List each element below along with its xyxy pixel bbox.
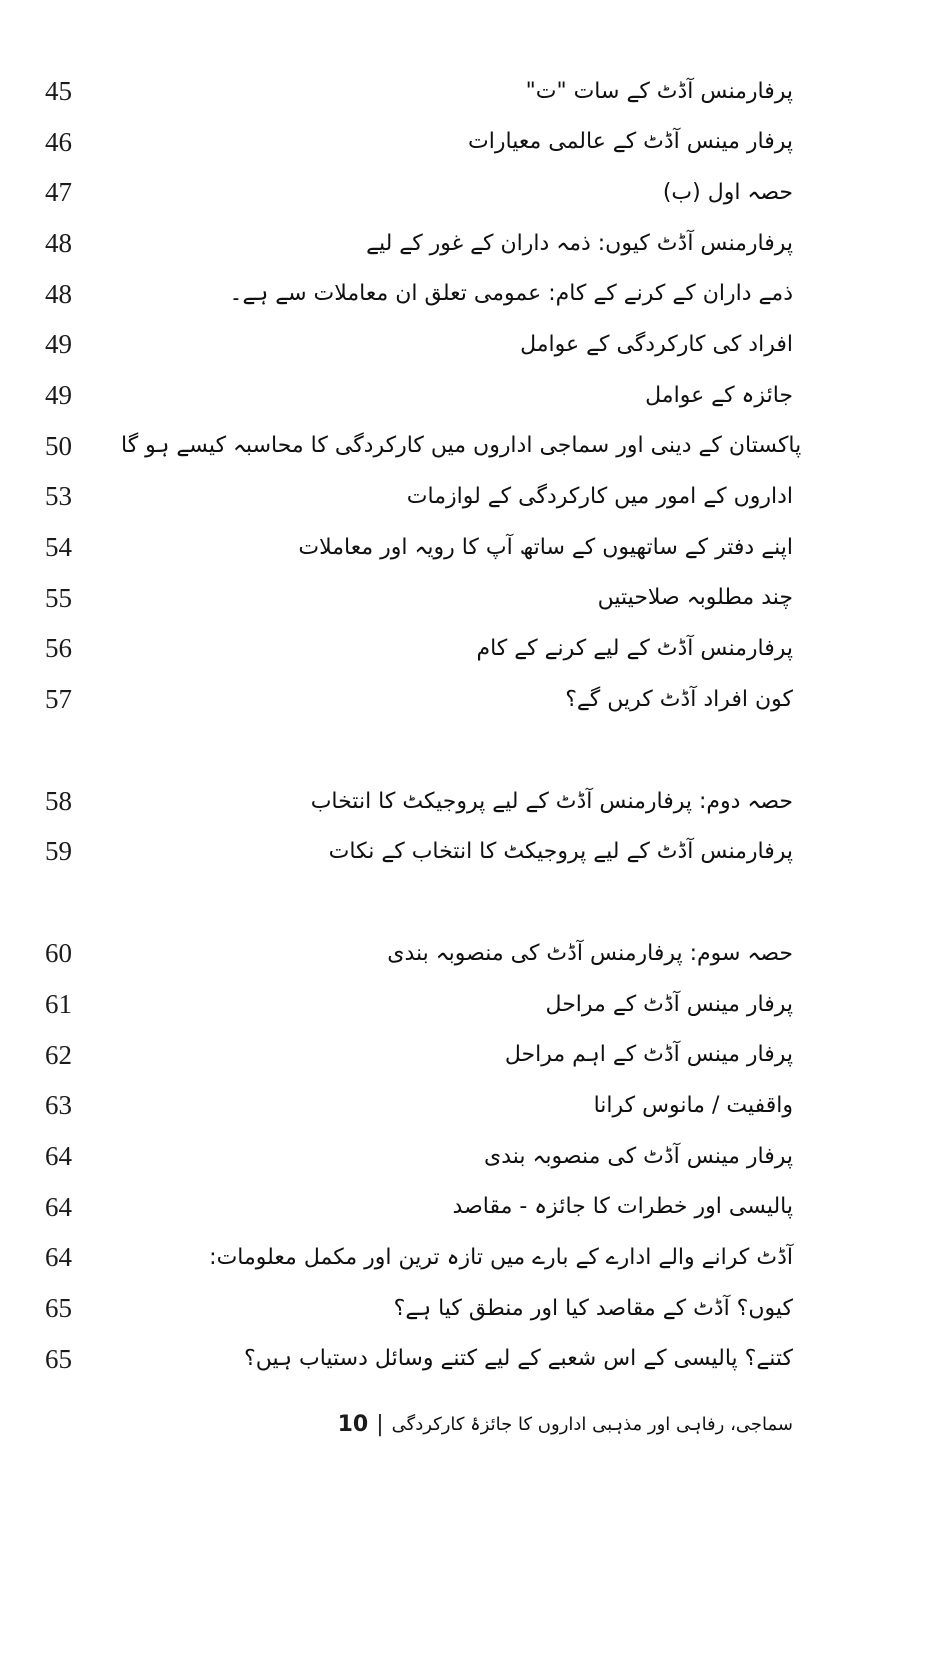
toc-entry-title: پرفارمنس آڈٹ کیوں: ذمہ داران کے غور کے لیے [366,230,793,256]
toc-page-number: 46 [45,126,72,157]
toc-row [45,979,793,1030]
toc-page-number: 59 [45,836,72,867]
toc-list [45,66,802,1385]
toc-page-number: 61 [45,988,72,1019]
toc-entry-title: پرفارمنس آڈٹ کے سات "ت" [525,78,793,104]
toc-page-number: 50 [45,430,72,461]
footer-text: سماجی، رفاہی اور مذہبی اداروں کا جائزۂ کارکردگی [391,1414,793,1435]
toc-row [45,472,793,523]
footer-separator: | [376,1412,384,1437]
toc-row [45,167,793,218]
toc-row [45,218,793,269]
toc-row [45,1030,793,1081]
toc-entry-title: پرفار مینس آڈٹ کے عالمی معیارات [468,129,793,155]
toc-page-number: 45 [45,75,72,106]
toc-row [45,1080,793,1131]
toc-row [45,269,793,320]
footer-page-number: 10 [337,1412,369,1437]
toc-page-number: 54 [45,532,72,563]
toc-entry-title: پرفار مینس آڈٹ کی منصوبہ بندی [483,1143,793,1169]
toc-row [45,319,793,370]
toc-row [45,624,793,675]
toc-page-number: 49 [45,329,72,360]
toc-entry-title: پالیسی اور خطرات کا جائزہ - مقاصد [452,1194,793,1220]
toc-page-number: 55 [45,582,72,613]
toc-entry-title: حصہ سوم: پرفارمنس آڈٹ کی منصوبہ بندی [387,940,793,966]
toc-entry-title: افراد کی کارکردگی کے عوامل [520,332,793,358]
toc-row [45,776,793,827]
toc-page-number: 63 [45,1090,72,1121]
toc-row [45,522,793,573]
toc-page-number: 48 [45,278,72,309]
toc-page-number: 65 [45,1343,72,1374]
toc-entry-title: کتنے؟ پالیسی کے اس شعبے کے لیے کتنے وسائل دستیاب ہیں؟ [244,1346,793,1372]
toc-entry-title: واقفیت / مانوس کرانا [593,1092,793,1118]
toc-page-number: 62 [45,1039,72,1070]
toc-entry-title: پرفارمنس آڈٹ کے لیے کرنے کے کام [476,636,793,662]
toc-page-number: 64 [45,1242,72,1273]
toc-row [45,827,793,878]
toc-row [45,370,793,421]
toc-entry-title: پرفارمنس آڈٹ کے لیے پروجیکٹ کا انتخاب کے نکات [328,839,793,865]
toc-entry-title: کون افراد آڈٹ کریں گے؟ [565,686,793,712]
toc-entry-title: آڈٹ کرانے والے ادارے کے بارے میں تازہ ترین اور مکمل معلومات: [209,1245,793,1271]
toc-row [45,66,793,117]
toc-row [45,1334,793,1385]
toc-entry-title: ذمے داران کے کرنے کے کام: عمومی تعلق ان معاملات سے ہے۔ [229,281,793,307]
toc-page-number: 60 [45,938,72,969]
toc-page-number: 57 [45,684,72,715]
toc-row [45,421,802,472]
toc-entry-title: کیوں؟ آڈٹ کے مقاصد کیا اور منطق کیا ہے؟ [393,1295,793,1321]
toc-row [45,117,793,168]
toc-entry-title: پرفار مینس آڈٹ کے مراحل [545,991,793,1017]
toc-entry-title: پاکستان کے دینی اور سماجی اداروں میں کارکردگی کا محاسبہ کیسے ہو گا [121,433,802,459]
toc-entry-title: اداروں کے امور میں کارکردگی کے لوازمات [406,484,793,510]
toc-page-number: 53 [45,481,72,512]
toc-page-number: 64 [45,1191,72,1222]
toc-page-number: 65 [45,1292,72,1323]
toc-row [45,1283,793,1334]
toc-page-number: 47 [45,177,72,208]
toc-row [45,928,793,979]
page-footer [338,1412,793,1437]
toc-page-number: 49 [45,379,72,410]
toc-page-number: 64 [45,1140,72,1171]
toc-entry-title: حصہ دوم: پرفارمنس آڈٹ کے لیے پروجیکٹ کا انتخاب [310,788,793,814]
toc-row [45,1182,793,1233]
toc-page-number: 58 [45,785,72,816]
toc-row [45,1131,793,1182]
toc-entry-title: اپنے دفتر کے ساتھیوں کے ساتھ آپ کا رویہ اور معاملات [298,534,793,560]
toc-page-number: 56 [45,633,72,664]
toc-entry-title: چند مطلوبہ صلاحیتیں [597,585,793,611]
toc-row [45,1232,793,1283]
toc-page-number: 48 [45,227,72,258]
toc-row [45,573,793,624]
toc-entry-title: جائزہ کے عوامل [645,382,793,408]
toc-entry-title: پرفار مینس آڈٹ کے اہم مراحل [504,1042,793,1068]
toc-row [45,674,793,725]
toc-entry-title: حصہ اول (ب) [662,179,793,205]
